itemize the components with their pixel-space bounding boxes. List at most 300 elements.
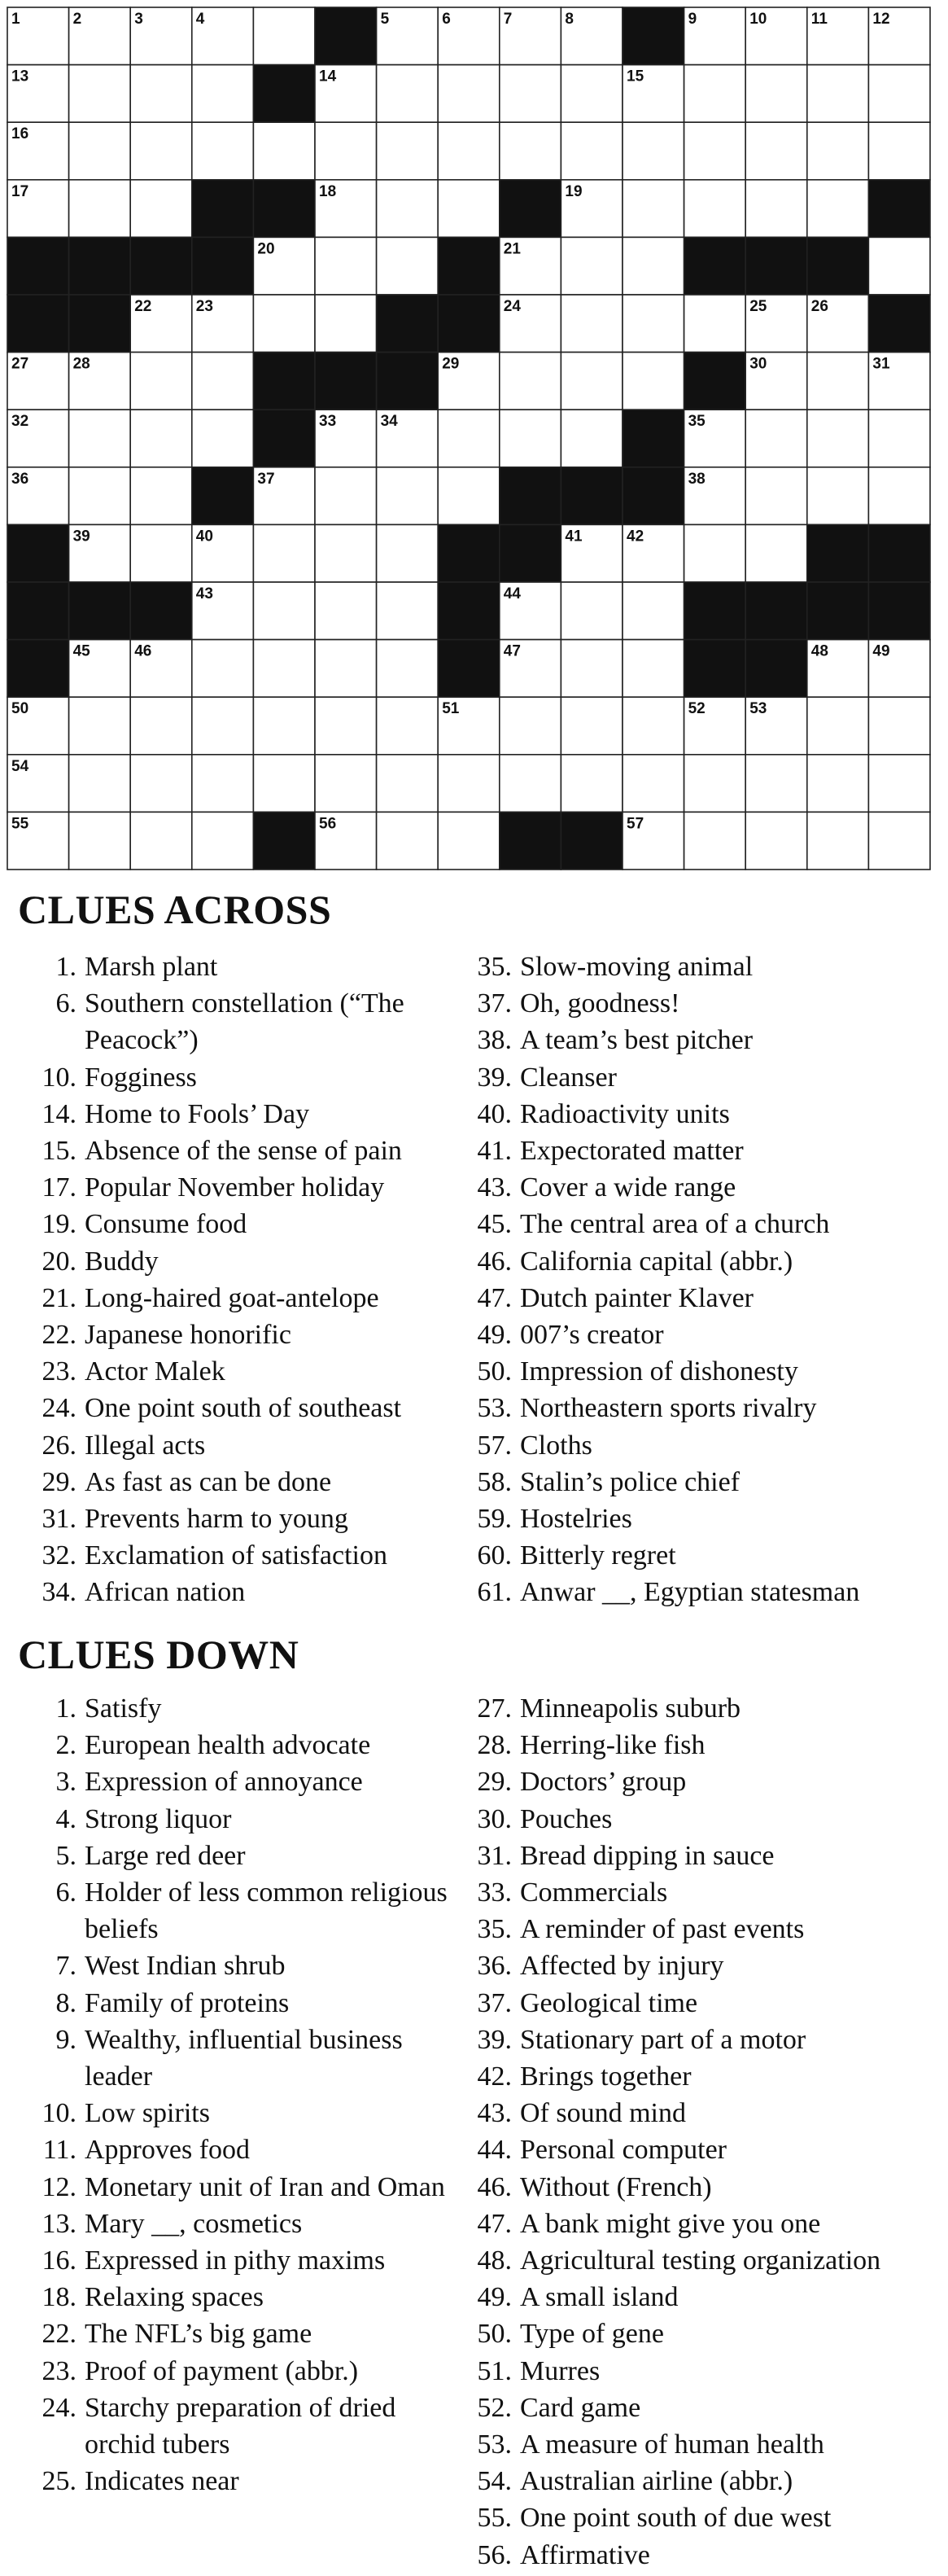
grid-cell[interactable] — [561, 295, 623, 353]
grid-cell[interactable] — [868, 122, 930, 180]
down-clue-text: European health advocate — [85, 1730, 371, 1761]
black-square — [684, 237, 746, 295]
cell-number: 35 — [688, 413, 706, 431]
down-clue — [476, 2537, 944, 2574]
down-clue — [476, 2169, 944, 2206]
cell-number: 10 — [749, 11, 767, 28]
cell-number: 6 — [442, 11, 451, 28]
cell-number: 23 — [195, 298, 213, 315]
across-clue-text: Exclamation of satisfaction — [85, 1540, 387, 1571]
grid-cell[interactable] — [315, 237, 377, 295]
down-clue-number: 6. — [55, 1877, 76, 1908]
cell-number: 16 — [11, 125, 29, 143]
across-clue — [476, 948, 944, 985]
grid-cell[interactable] — [684, 180, 746, 238]
cell-number: 18 — [319, 182, 337, 200]
black-square — [69, 237, 131, 295]
down-clue-text: A reminder of past events — [520, 1914, 805, 1945]
cell-number: 21 — [503, 240, 521, 258]
grid-cell[interactable] — [438, 812, 500, 870]
down-clue-text: Australian airline (abbr.) — [520, 2466, 793, 2497]
down-clue-text: Expression of annoyance — [85, 1767, 363, 1798]
grid-cell[interactable] — [377, 180, 439, 238]
black-square — [7, 640, 69, 698]
grid-cell[interactable] — [561, 640, 623, 698]
down-clue — [41, 1838, 464, 1874]
grid-cell[interactable] — [69, 812, 131, 870]
grid-cell[interactable] — [807, 755, 869, 813]
grid-cell[interactable] — [807, 65, 869, 123]
down-clue-text: Approves food — [85, 2135, 251, 2166]
across-clue-text: Prevents harm to young — [85, 1504, 348, 1535]
black-square — [868, 524, 930, 582]
grid-cell[interactable] — [745, 65, 807, 123]
down-clue-number: 33. — [477, 1877, 512, 1908]
down-clue-text: Agricultural testing organization — [520, 2245, 881, 2276]
down-clue — [41, 1874, 464, 1947]
down-clue — [476, 1947, 944, 1984]
grid-cell[interactable] — [807, 467, 869, 525]
grid-cell[interactable] — [253, 524, 315, 582]
grid-cell[interactable] — [315, 295, 377, 353]
grid-cell[interactable] — [69, 122, 131, 180]
cell-number: 4 — [195, 11, 205, 28]
down-clue-text: Affected by injury — [520, 1951, 724, 1982]
grid-cell[interactable] — [315, 697, 377, 755]
across-clue-text: Radioactivity units — [520, 1098, 730, 1129]
grid-cell[interactable] — [868, 697, 930, 755]
grid-cell[interactable] — [868, 410, 930, 467]
grid-cell[interactable] — [500, 122, 561, 180]
black-square — [745, 640, 807, 698]
black-square — [684, 640, 746, 698]
black-square — [623, 410, 684, 467]
grid-cell[interactable] — [684, 65, 746, 123]
grid-cell[interactable] — [130, 812, 192, 870]
black-square — [315, 7, 377, 65]
black-square — [500, 524, 561, 582]
grid-cell[interactable] — [438, 755, 500, 813]
grid-cell[interactable] — [192, 812, 254, 870]
cell-number: 55 — [11, 815, 29, 833]
down-clue-text: Brings together — [520, 2061, 692, 2092]
cell-number: 28 — [72, 355, 90, 373]
down-clue-number: 22. — [42, 2319, 76, 2350]
grid-cell[interactable] — [130, 410, 192, 467]
grid-cell[interactable] — [438, 122, 500, 180]
grid-cell[interactable] — [561, 65, 623, 123]
down-clue — [476, 1838, 944, 1874]
grid-cell[interactable] — [868, 812, 930, 870]
grid-cell[interactable] — [623, 295, 684, 353]
grid-cell[interactable] — [377, 697, 439, 755]
down-clue — [476, 1801, 944, 1838]
cell-number: 8 — [565, 11, 574, 28]
cell-number: 9 — [688, 11, 697, 28]
down-clue-number: 10. — [42, 2098, 76, 2129]
down-clue-number: 36. — [477, 1951, 512, 1982]
across-clue-number: 31. — [42, 1504, 76, 1535]
grid-cell[interactable] — [745, 180, 807, 238]
down-clue — [41, 1763, 464, 1800]
grid-cell[interactable] — [130, 755, 192, 813]
grid-cell[interactable] — [561, 697, 623, 755]
across-clue-number: 53. — [477, 1393, 512, 1424]
down-clue-number: 54. — [477, 2466, 512, 2497]
black-square — [253, 410, 315, 467]
cell-number: 22 — [134, 298, 152, 315]
down-clue-text: Large red deer — [85, 1840, 246, 1871]
grid-cell[interactable] — [69, 65, 131, 123]
across-clue — [476, 1427, 944, 1464]
down-clue-number: 5. — [55, 1840, 76, 1871]
across-clue — [476, 1022, 944, 1058]
across-clue-number: 41. — [477, 1136, 512, 1167]
black-square — [438, 640, 500, 698]
cell-number: 27 — [11, 355, 29, 373]
black-square — [868, 582, 930, 640]
grid-cell[interactable] — [745, 467, 807, 525]
down-clue-text: Without (French) — [520, 2171, 712, 2202]
across-clue-number: 26. — [42, 1430, 76, 1461]
grid-cell[interactable] — [561, 582, 623, 640]
down-clue — [476, 2463, 944, 2499]
grid-cell[interactable] — [69, 180, 131, 238]
grid-cell[interactable] — [69, 467, 131, 525]
down-clue-text: Strong liquor — [85, 1803, 232, 1834]
black-square — [253, 65, 315, 123]
across-clue-number: 61. — [477, 1577, 512, 1608]
across-clue-number: 20. — [42, 1246, 76, 1277]
down-clue — [476, 2058, 944, 2095]
down-clue-number: 43. — [477, 2098, 512, 2129]
across-clue-text: Buddy — [85, 1246, 159, 1277]
down-clue-number: 47. — [477, 2208, 512, 2239]
across-clue-text: Cover a wide range — [520, 1172, 736, 1203]
black-square — [684, 582, 746, 640]
grid-cell[interactable] — [745, 122, 807, 180]
cell-number: 57 — [627, 815, 644, 833]
across-clue-text: Consume food — [85, 1209, 247, 1240]
grid-cell[interactable] — [500, 697, 561, 755]
down-clue-number: 13. — [42, 2208, 76, 2239]
grid-cell[interactable] — [253, 755, 315, 813]
across-clue-number: 43. — [477, 1172, 512, 1203]
across-clue-number: 10. — [42, 1062, 76, 1093]
grid-cell[interactable] — [192, 122, 254, 180]
grid-cell[interactable] — [192, 755, 254, 813]
down-clue-number: 50. — [477, 2319, 512, 2350]
grid-cell[interactable] — [807, 122, 869, 180]
grid-cell[interactable] — [807, 410, 869, 467]
cell-number: 50 — [11, 700, 29, 718]
down-clue — [476, 1874, 944, 1911]
grid-cell[interactable] — [192, 65, 254, 123]
down-clue-number: 42. — [477, 2061, 512, 2092]
across-clue-text: Popular November holiday — [85, 1172, 385, 1203]
black-square — [192, 237, 254, 295]
grid-cell[interactable] — [377, 812, 439, 870]
down-clue — [476, 1985, 944, 2022]
black-square — [69, 295, 131, 353]
black-square — [253, 812, 315, 870]
down-clue-text: West Indian shrub — [85, 1951, 286, 1982]
down-clue-text: One point south of due west — [520, 2503, 832, 2534]
grid-cell[interactable] — [561, 353, 623, 410]
black-square — [438, 582, 500, 640]
grid-cell[interactable] — [745, 524, 807, 582]
cell-number: 52 — [688, 700, 706, 718]
down-clue — [41, 2242, 464, 2279]
down-clue-text: Indicates near — [85, 2466, 239, 2497]
grid-cell[interactable] — [69, 410, 131, 467]
grid-cell[interactable] — [377, 640, 439, 698]
across-clue-text: Cleanser — [520, 1062, 617, 1093]
grid-cell[interactable] — [623, 755, 684, 813]
across-clue — [41, 1280, 464, 1316]
grid-cell[interactable] — [377, 755, 439, 813]
cell-number: 46 — [134, 642, 152, 660]
grid-cell[interactable] — [253, 640, 315, 698]
grid-cell[interactable] — [130, 122, 192, 180]
down-clue-number: 31. — [477, 1840, 512, 1871]
cell-number: 40 — [195, 528, 213, 545]
across-clue — [476, 1169, 944, 1206]
grid-cell[interactable] — [623, 582, 684, 640]
grid-cell[interactable] — [130, 353, 192, 410]
across-clue-text: Home to Fools’ Day — [85, 1098, 310, 1129]
grid-cell[interactable] — [377, 122, 439, 180]
down-clue-text: Starchy preparation of dried orchid tubers — [85, 2392, 396, 2460]
down-clue-text: Low spirits — [85, 2098, 210, 2129]
grid-cell[interactable] — [192, 410, 254, 467]
down-clue-text: Family of proteins — [85, 1987, 290, 2018]
down-clue — [41, 2131, 464, 2168]
down-clue-text: Affirmative — [520, 2539, 650, 2570]
grid-cell[interactable] — [377, 237, 439, 295]
grid-cell[interactable] — [745, 812, 807, 870]
grid-cell[interactable] — [315, 640, 377, 698]
down-clue-text: Type of gene — [520, 2319, 664, 2350]
grid-cell[interactable] — [500, 410, 561, 467]
down-clue — [476, 2353, 944, 2390]
cell-number: 43 — [195, 585, 213, 602]
grid-cell[interactable] — [438, 410, 500, 467]
grid-cell[interactable] — [377, 582, 439, 640]
grid-cell[interactable] — [130, 524, 192, 582]
cell-number: 53 — [749, 700, 767, 718]
down-clue-number: 18. — [42, 2282, 76, 2313]
across-clue-text: Slow-moving animal — [520, 952, 754, 982]
grid-cell[interactable] — [623, 640, 684, 698]
grid-cell[interactable] — [253, 582, 315, 640]
down-clue-number: 1. — [55, 1693, 76, 1724]
across-clue — [41, 1574, 464, 1610]
down-clue-text: A bank might give you one — [520, 2208, 821, 2239]
grid-cell[interactable] — [130, 467, 192, 525]
down-clue-text: Expressed in pithy maxims — [85, 2245, 386, 2276]
grid-cell[interactable] — [377, 65, 439, 123]
cell-number: 20 — [257, 240, 275, 258]
across-clue-number: 23. — [42, 1356, 76, 1387]
across-clue-text: Anwar __, Egyptian statesman — [520, 1577, 860, 1608]
grid-cell[interactable] — [438, 467, 500, 525]
cell-number: 41 — [565, 528, 583, 545]
across-clue — [476, 1280, 944, 1316]
grid-cell[interactable] — [561, 122, 623, 180]
down-clue-number: 55. — [477, 2503, 512, 2534]
down-clue-number: 56. — [477, 2539, 512, 2570]
down-clue-number: 28. — [477, 1730, 512, 1761]
grid-cell[interactable] — [253, 122, 315, 180]
across-clue-text: Japanese honorific — [85, 1320, 291, 1351]
grid-cell[interactable] — [192, 697, 254, 755]
across-clue — [476, 1132, 944, 1169]
down-clue — [41, 2463, 464, 2499]
black-square — [868, 180, 930, 238]
down-clue-text: Monetary unit of Iran and Oman — [85, 2171, 445, 2202]
black-square — [315, 353, 377, 410]
cell-number: 1 — [11, 11, 20, 28]
grid-cell[interactable] — [623, 697, 684, 755]
grid-cell[interactable] — [438, 180, 500, 238]
grid-cell[interactable] — [684, 755, 746, 813]
grid-cell[interactable] — [684, 812, 746, 870]
cell-number: 12 — [872, 11, 890, 28]
across-clue-number: 38. — [477, 1025, 512, 1056]
grid-cell[interactable] — [130, 65, 192, 123]
down-clue-number: 8. — [55, 1987, 76, 2018]
down-clue — [476, 2095, 944, 2131]
grid-cell[interactable] — [377, 467, 439, 525]
across-clue-number: 15. — [42, 1136, 76, 1167]
grid-cell[interactable] — [69, 755, 131, 813]
cell-number: 7 — [503, 11, 513, 28]
grid-cell[interactable] — [745, 755, 807, 813]
grid-cell[interactable] — [561, 755, 623, 813]
grid-cell[interactable] — [868, 65, 930, 123]
grid-cell[interactable] — [684, 295, 746, 353]
across-clue-number: 29. — [42, 1466, 76, 1497]
across-clue — [41, 1316, 464, 1353]
across-clue-number: 22. — [42, 1320, 76, 1351]
down-clue — [41, 2095, 464, 2131]
grid-cell[interactable] — [623, 237, 684, 295]
down-clue-number: 4. — [55, 1803, 76, 1834]
cell-number: 49 — [872, 642, 890, 660]
grid-cell[interactable] — [500, 65, 561, 123]
grid-cell[interactable] — [745, 410, 807, 467]
down-clues-right-column — [476, 1690, 944, 2574]
across-clue-text: Marsh plant — [85, 952, 218, 982]
down-clue-text: Murres — [520, 2355, 601, 2386]
across-clue-number: 50. — [477, 1356, 512, 1387]
black-square — [7, 524, 69, 582]
grid-cell[interactable] — [623, 122, 684, 180]
black-square — [130, 582, 192, 640]
grid-cell[interactable] — [253, 697, 315, 755]
across-clue-text: A team’s best pitcher — [520, 1025, 754, 1056]
grid-cell[interactable] — [192, 640, 254, 698]
grid-cell[interactable] — [807, 697, 869, 755]
black-square — [69, 582, 131, 640]
across-clue-number: 47. — [477, 1282, 512, 1313]
grid-cell[interactable] — [684, 524, 746, 582]
grid-cell[interactable] — [500, 755, 561, 813]
grid-cell[interactable] — [868, 755, 930, 813]
grid-cell[interactable] — [684, 122, 746, 180]
grid-cell[interactable] — [623, 180, 684, 238]
cell-number: 19 — [565, 182, 583, 200]
down-clue — [476, 2206, 944, 2242]
grid-cell[interactable] — [807, 180, 869, 238]
grid-cell[interactable] — [315, 582, 377, 640]
down-clues-left-column — [41, 1690, 464, 2499]
across-clue-text: Impression of dishonesty — [520, 1356, 798, 1387]
grid-cell[interactable] — [561, 237, 623, 295]
cell-number: 11 — [810, 11, 828, 28]
cell-number: 42 — [627, 528, 644, 545]
grid-cell[interactable] — [315, 755, 377, 813]
across-clue-number: 39. — [477, 1062, 512, 1093]
across-clue — [476, 1316, 944, 1353]
across-clue-text: Hostelries — [520, 1504, 632, 1535]
grid-cell[interactable] — [315, 122, 377, 180]
crossword-grid — [7, 7, 929, 870]
down-clue — [476, 2315, 944, 2352]
grid-cell[interactable] — [253, 7, 315, 65]
down-clue-number: 23. — [42, 2355, 76, 2386]
grid-cell[interactable] — [807, 353, 869, 410]
down-clue-number: 24. — [42, 2392, 76, 2423]
grid-cell[interactable] — [130, 697, 192, 755]
cell-number: 38 — [688, 470, 706, 488]
grid-cell[interactable] — [868, 467, 930, 525]
across-clue-number: 1. — [55, 952, 76, 982]
down-clue-text: Relaxing spaces — [85, 2282, 264, 2313]
grid-cell[interactable] — [315, 524, 377, 582]
grid-cell[interactable] — [315, 467, 377, 525]
black-square — [500, 467, 561, 525]
grid-cell[interactable] — [500, 353, 561, 410]
cell-number: 15 — [627, 68, 644, 85]
down-clue-number: 37. — [477, 1987, 512, 2018]
grid-cell[interactable] — [807, 812, 869, 870]
black-square — [745, 582, 807, 640]
down-clue-text: Stationary part of a motor — [520, 2024, 806, 2055]
black-square — [500, 812, 561, 870]
black-square — [130, 237, 192, 295]
grid-cell[interactable] — [868, 237, 930, 295]
grid-cell[interactable] — [253, 295, 315, 353]
across-clue-text: Dutch painter Klaver — [520, 1282, 754, 1313]
across-clue — [41, 1132, 464, 1169]
grid-cell[interactable] — [561, 410, 623, 467]
grid-cell[interactable] — [130, 180, 192, 238]
grid-cell[interactable] — [192, 353, 254, 410]
across-clue — [41, 1537, 464, 1574]
grid-cell[interactable] — [69, 697, 131, 755]
across-clue — [476, 1464, 944, 1500]
down-clue — [41, 1947, 464, 1984]
grid-cell[interactable] — [623, 353, 684, 410]
grid-cell[interactable] — [438, 65, 500, 123]
across-clue — [41, 1353, 464, 1390]
down-clue-text: A small island — [520, 2282, 679, 2313]
down-clue — [41, 1727, 464, 1763]
down-clue — [41, 1801, 464, 1838]
grid-cell[interactable] — [377, 524, 439, 582]
